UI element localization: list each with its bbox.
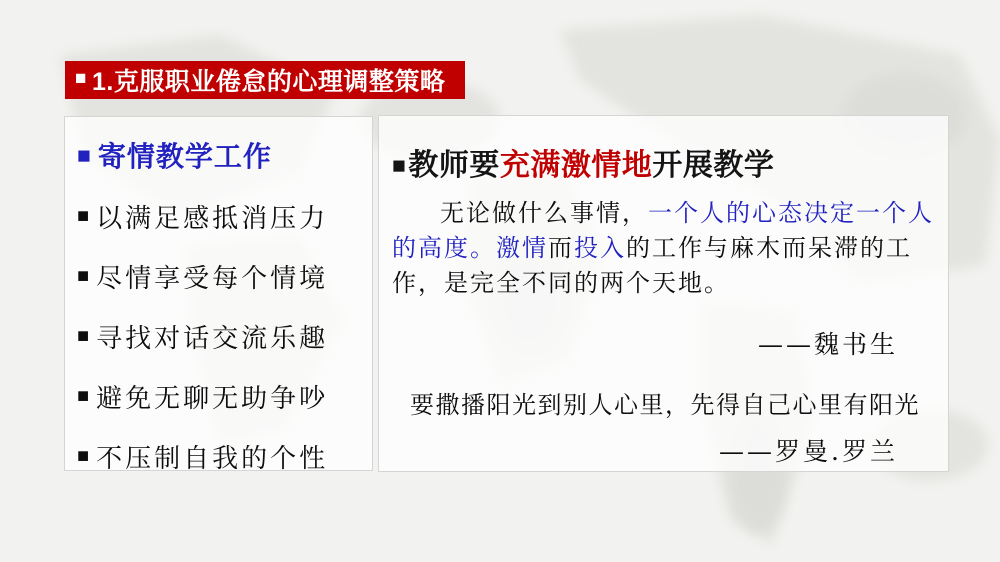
paragraph-segment: 的工作与麻木而呆滞的工作，是完全不同的两个天地。 (392, 234, 912, 297)
paragraph-segment: 无论做什么事情， (440, 199, 648, 227)
panel-heading (392, 140, 938, 184)
square-bullet-icon: ■ (77, 141, 91, 168)
list-item (77, 378, 366, 415)
square-bullet-icon: ■ (77, 325, 90, 347)
strategy-list (77, 135, 366, 475)
list-item-label: 避免无聊无助争吵 (96, 384, 329, 414)
quote-paragraph (392, 196, 938, 301)
quote-panel (378, 115, 949, 472)
list-item-label: 尽情享受每个情境 (96, 264, 329, 294)
section-title: 1.克服职业倦怠的心理调整策略 (91, 68, 446, 96)
square-bullet-icon: ■ (77, 445, 90, 467)
section-title-banner (65, 61, 465, 99)
paragraph-segment: 一个人的心态决定一个人的高度。激情 (392, 199, 934, 262)
square-bullet-icon: ■ (77, 205, 90, 227)
heading-text-pre: 教师要 (408, 149, 500, 182)
list-item (77, 135, 366, 175)
heading-text-post: 开展教学 (652, 149, 775, 182)
attribution-romain-rolland: ——罗曼.罗兰 (719, 437, 898, 466)
paragraph-segment: 投入 (574, 234, 626, 262)
square-bullet-icon: ■ (392, 152, 407, 178)
list-item (77, 258, 366, 295)
heading-text-highlight: 充满激情地 (499, 149, 653, 182)
strategy-list-panel (64, 116, 373, 474)
paragraph-segment: 而 (548, 234, 574, 262)
sunshine-quote: 要撒播阳光到别人心里，先得自己心里有阳光 (410, 391, 920, 419)
list-item (77, 198, 366, 235)
square-bullet-icon: ■ (77, 265, 90, 287)
list-item-label: 不压制自我的个性 (96, 444, 329, 474)
attribution-wei-shusheng: ——魏书生 (757, 330, 898, 359)
list-item-label: 寻找对话交流乐趣 (96, 324, 329, 354)
list-item (77, 318, 366, 355)
list-item (77, 438, 366, 475)
square-bullet-icon: ■ (75, 68, 87, 89)
list-item-label: 以满足感抵消压力 (96, 204, 329, 234)
square-bullet-icon: ■ (77, 385, 90, 407)
list-item-label: 寄情教学工作 (97, 141, 272, 172)
